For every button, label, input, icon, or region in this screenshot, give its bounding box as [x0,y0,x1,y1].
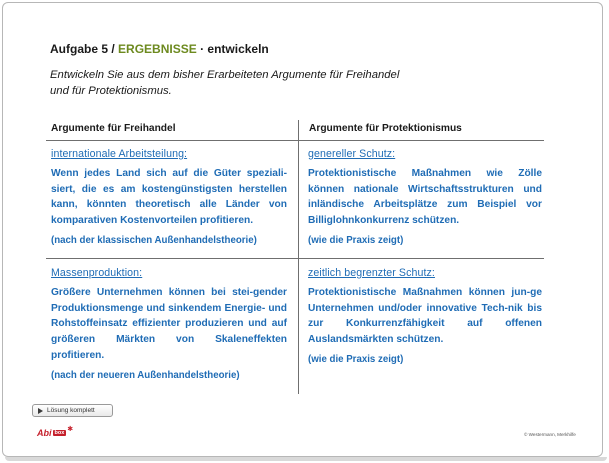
cell-note: (wie die Praxis zeigt) [308,234,404,246]
column-divider [298,120,299,394]
cell-body: Protektionistische Maßnahmen wie Zölle können nationale Wirtschaftsstrukturen und inländische Arbeitsplätze zum Beispiel vor Billiglohnkonkurrenz schützen. [308,167,542,227]
cell-note: (nach der klassischen Außenhandelstheorie) [51,234,257,246]
task-verb: entwickeln [207,42,269,56]
page-title [50,42,269,56]
cell-protektionismus-1 [308,147,542,249]
cell-heading: genereller Schutz: [308,148,396,160]
cell-heading: zeitlich begrenzter Schutz: [308,267,435,279]
abibox-logo [37,428,73,438]
task-label: Aufgabe 5 / [50,42,115,56]
instruction-line-2: und für Protektionismus. [50,85,172,97]
header-divider [46,140,544,141]
solution-button-label: Lösung komplett [47,407,95,414]
cell-heading: internationale Arbeitsteilung: [51,148,188,160]
cell-note: (nach der neueren Außenhandelstheorie) [51,369,240,381]
cell-body: Protektionistische Maßnahmen können jun-ge Unternehmen und/oder innovative Tech-nik bis zur Konkurrenzfähigkeit auf offenen Auslandsmärkten schützen. [308,286,542,346]
cell-body: Größere Unternehmen können bei stei-gender Produktionsmenge und sinkendem Energie- und Rohstoffeinsatz effizienter produzieren und auf größeren Märkten von Skaleneffekten profitieren. [51,286,287,361]
section-label: ERGEBNISSE [118,42,197,56]
play-icon [38,408,43,414]
row-divider [46,258,544,259]
column-header-freihandel: Argumente für Freihandel [51,123,176,134]
cell-body: Wenn jedes Land sich auf die Güter speziali-siert, die es am kostengünstigsten herstellen kann, könnten theoretisch alle Länder von komparativen Kostenvorteilen profitieren. [51,167,287,227]
solution-complete-button[interactable] [32,404,113,417]
copyright-notice: © Westermann, Merkhilfe [524,432,576,437]
cell-note: (wie die Praxis zeigt) [308,353,404,365]
cell-protektionismus-2 [308,266,542,368]
cell-freihandel-2 [51,266,287,384]
cell-heading: Massenproduktion: [51,267,143,279]
title-separator: · [200,42,205,56]
logo-text: Abi [37,428,52,438]
cell-freihandel-1 [51,147,287,249]
logo-box: box [54,430,65,436]
column-header-protektionismus: Argumente für Protektionismus [309,123,462,134]
instruction-line-1: Entwickeln Sie aus dem bisher Erarbeiteten Argumente für Freihandel [50,69,400,81]
logo-star-icon: ✱ [67,426,74,433]
instruction-text [50,67,490,99]
